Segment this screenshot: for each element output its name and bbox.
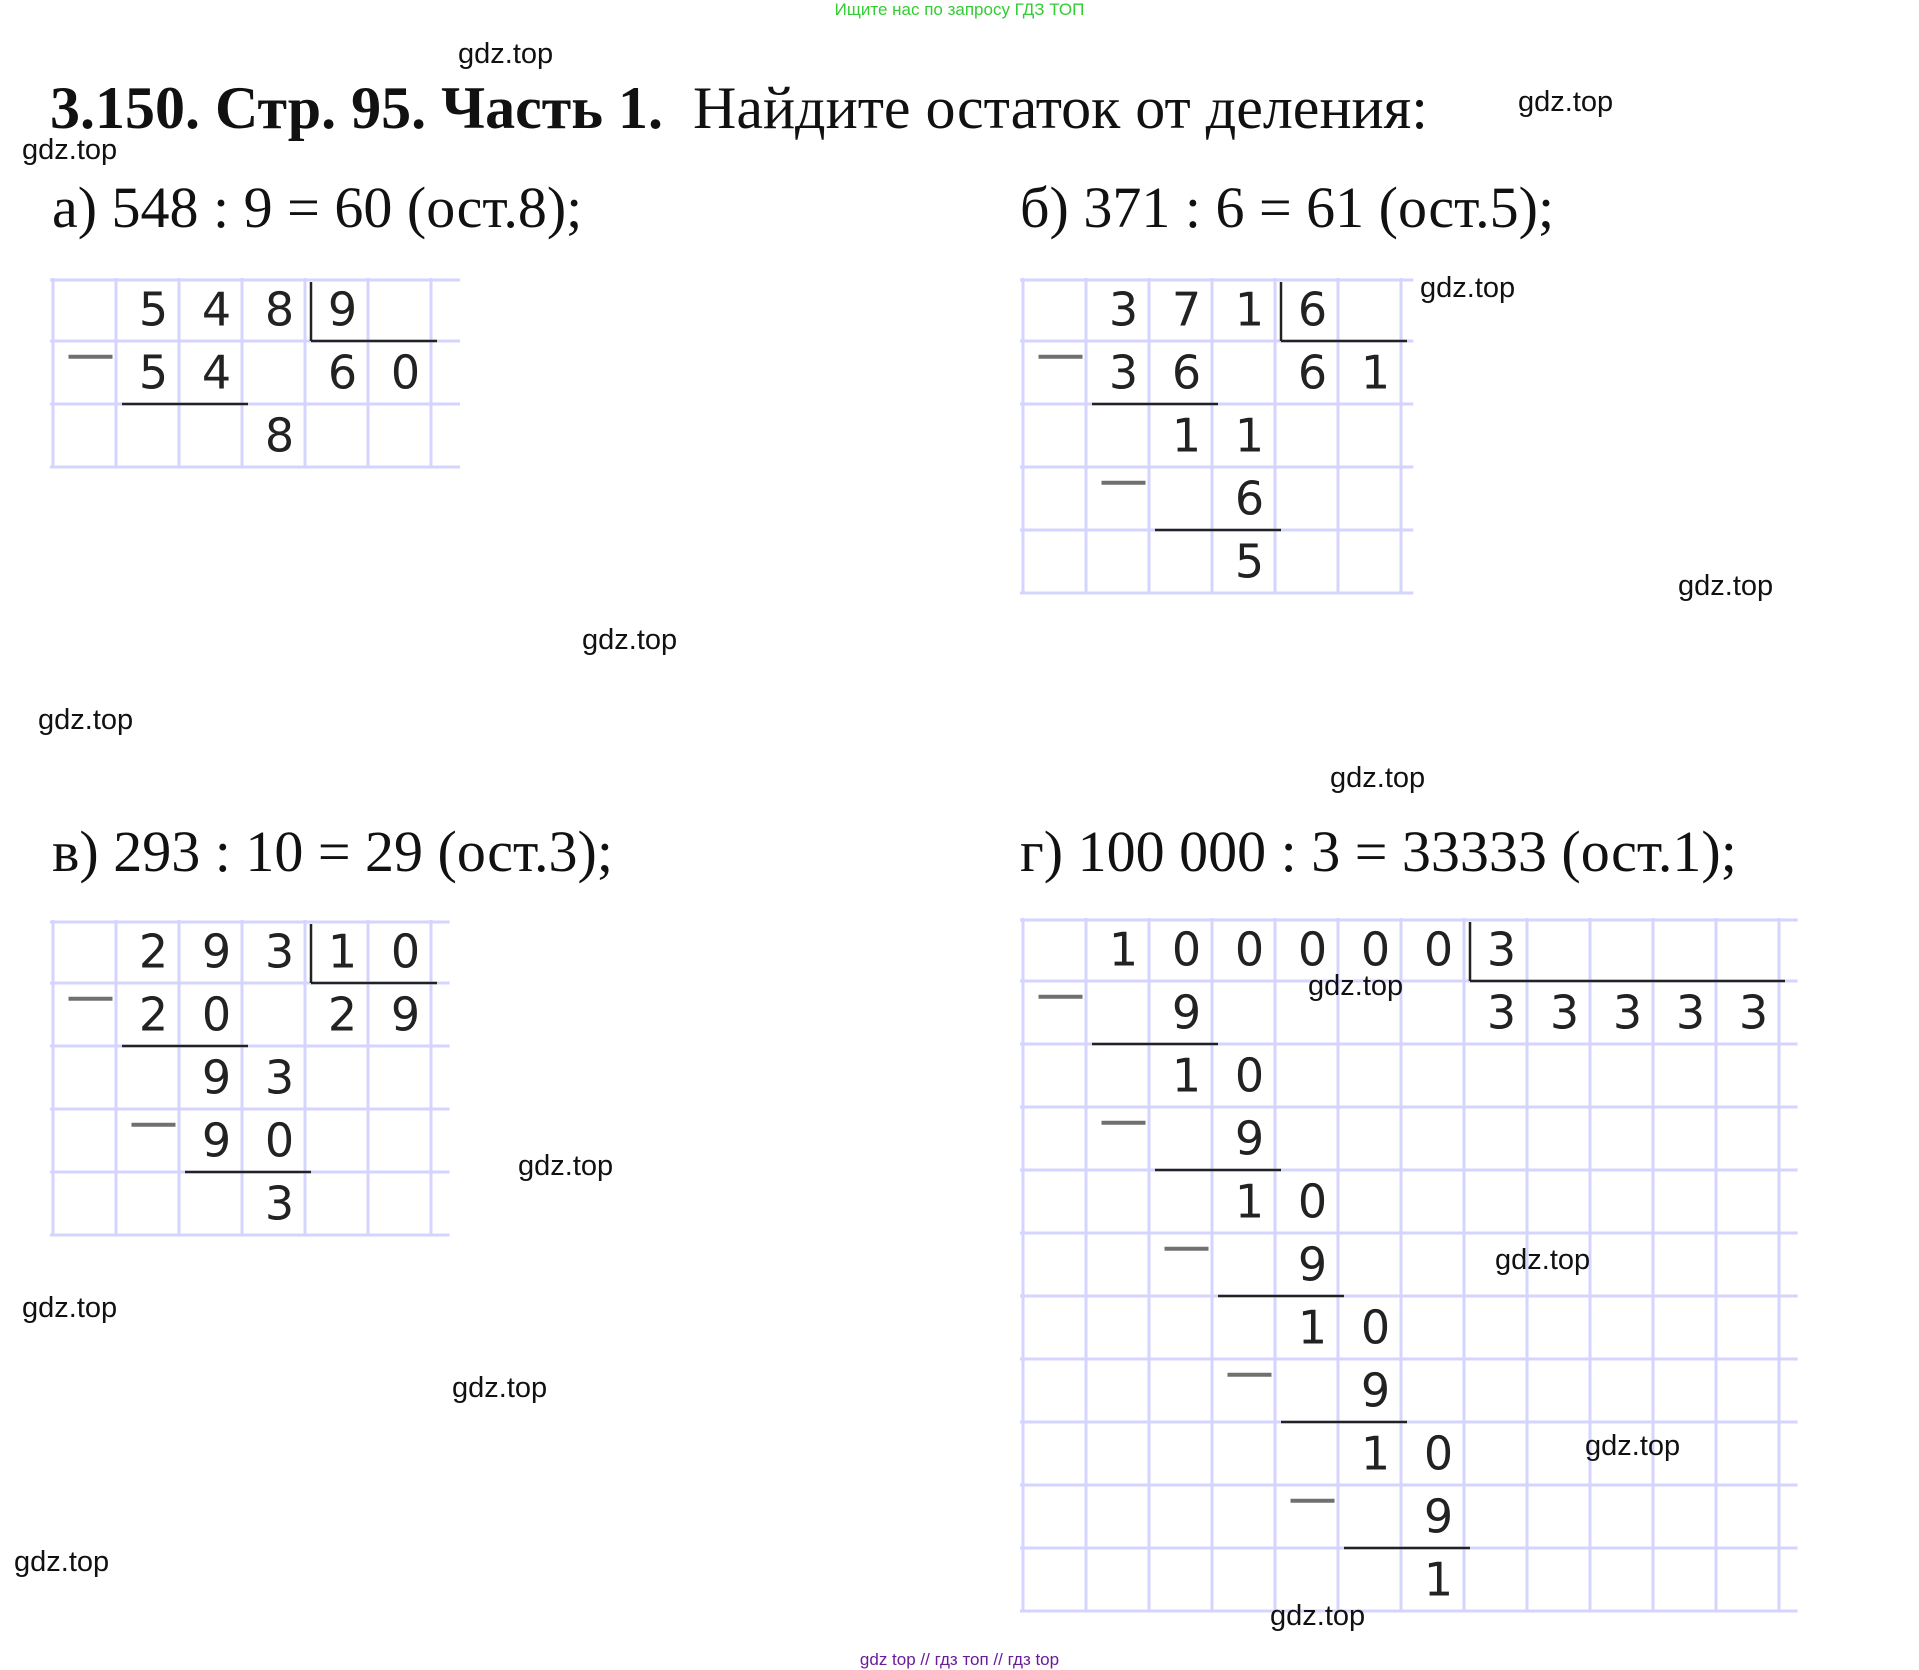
digit: 3 xyxy=(1108,282,1139,337)
digit: 9 xyxy=(1360,1363,1391,1418)
digit: 2 xyxy=(138,987,169,1042)
digit: 9 xyxy=(201,1050,232,1105)
digit: 1 xyxy=(1234,282,1265,337)
digit: 1 xyxy=(1171,1048,1202,1103)
exercise-number: 3.150. Стр. 95. Часть 1. xyxy=(50,75,663,141)
bottom-ad-links[interactable]: gdz top // гдз топ // гдз top xyxy=(859,1650,1060,1669)
digit: 3 xyxy=(1675,985,1706,1040)
watermark[interactable]: gdz.top xyxy=(1518,86,1614,118)
digit: 0 xyxy=(390,345,421,400)
division-grid-a xyxy=(50,278,460,483)
top-ad-banner[interactable]: Ищите нас по запросу ГДЗ ТОП xyxy=(834,0,1085,19)
digit: 3 xyxy=(264,924,295,979)
digit: 1 xyxy=(1360,345,1391,400)
digit: 1 xyxy=(1234,1174,1265,1229)
division-svg-g xyxy=(1020,918,1860,1618)
digit: 6 xyxy=(327,345,358,400)
digit: 1 xyxy=(327,924,358,979)
watermark[interactable]: gdz.top xyxy=(1270,1600,1366,1632)
problem-v: в) 293 : 10 = 29 (ост.3); xyxy=(52,819,613,884)
watermark[interactable]: gdz.top xyxy=(582,624,678,656)
digit: 3 xyxy=(1486,922,1517,977)
digit: 1 xyxy=(1234,408,1265,463)
digit: 0 xyxy=(1360,922,1391,977)
digit: 0 xyxy=(1234,1048,1265,1103)
digit: 3 xyxy=(1108,345,1139,400)
digit: 8 xyxy=(264,408,295,463)
watermark[interactable]: gdz.top xyxy=(14,1546,110,1578)
digit: 1 xyxy=(1297,1300,1328,1355)
digit: 3 xyxy=(1738,985,1769,1040)
division-svg-a xyxy=(50,278,460,483)
watermark[interactable]: gdz.top xyxy=(1585,1430,1681,1462)
problem-b: б) 371 : 6 = 61 (ост.5); xyxy=(1020,175,1555,240)
watermark[interactable]: gdz.top xyxy=(22,1292,118,1324)
watermark[interactable]: gdz.top xyxy=(38,704,134,736)
watermark[interactable]: gdz.top xyxy=(1678,570,1774,602)
division-svg-b xyxy=(1020,278,1430,608)
digit: 6 xyxy=(1297,345,1328,400)
watermark[interactable]: gdz.top xyxy=(22,134,118,166)
digit: 3 xyxy=(264,1050,295,1105)
digit: 5 xyxy=(138,282,169,337)
digit: 3 xyxy=(264,1176,295,1231)
digit: 1 xyxy=(1360,1426,1391,1481)
digit: 9 xyxy=(1171,985,1202,1040)
problem-a: а) 548 : 9 = 60 (ост.8); xyxy=(52,175,583,240)
digit: 0 xyxy=(201,987,232,1042)
division-svg-v xyxy=(50,920,470,1245)
digit: 8 xyxy=(264,282,295,337)
digit: 4 xyxy=(201,345,232,400)
digit: 9 xyxy=(327,282,358,337)
digit: 0 xyxy=(1234,922,1265,977)
digit: 3 xyxy=(1549,985,1580,1040)
division-grid-b xyxy=(1020,278,1430,608)
digit: 3 xyxy=(1612,985,1643,1040)
digit: 5 xyxy=(138,345,169,400)
digit: 9 xyxy=(1234,1111,1265,1166)
digit: 0 xyxy=(264,1113,295,1168)
digit: 7 xyxy=(1171,282,1202,337)
digit: 9 xyxy=(201,1113,232,1168)
watermark[interactable]: gdz.top xyxy=(1420,272,1516,304)
watermark[interactable]: gdz.top xyxy=(1495,1244,1591,1276)
watermark[interactable]: gdz.top xyxy=(1308,970,1404,1002)
problem-g: г) 100 000 : 3 = 33333 (ост.1); xyxy=(1020,819,1737,884)
digit: 0 xyxy=(1360,1300,1391,1355)
digit: 6 xyxy=(1171,345,1202,400)
division-grid-v xyxy=(50,920,470,1245)
digit: 2 xyxy=(327,987,358,1042)
digit: 6 xyxy=(1234,471,1265,526)
watermark[interactable]: gdz.top xyxy=(458,38,554,70)
digit: 9 xyxy=(1297,1237,1328,1292)
page-title xyxy=(50,74,1428,143)
digit: 1 xyxy=(1108,922,1139,977)
digit: 5 xyxy=(1234,534,1265,589)
watermark[interactable]: gdz.top xyxy=(452,1372,548,1404)
exercise-task: Найдите остаток от деления: xyxy=(692,75,1428,141)
digit: 0 xyxy=(1423,1426,1454,1481)
digit: 0 xyxy=(1423,922,1454,977)
digit: 3 xyxy=(1486,985,1517,1040)
digit: 9 xyxy=(1423,1489,1454,1544)
digit: 9 xyxy=(390,987,421,1042)
digit: 0 xyxy=(1171,922,1202,977)
digit: 0 xyxy=(1297,922,1328,977)
watermark[interactable]: gdz.top xyxy=(1330,762,1426,794)
watermark[interactable]: gdz.top xyxy=(518,1150,614,1182)
digit: 9 xyxy=(201,924,232,979)
digit: 1 xyxy=(1171,408,1202,463)
digit: 4 xyxy=(201,282,232,337)
digit: 2 xyxy=(138,924,169,979)
digit: 6 xyxy=(1297,282,1328,337)
division-grid-g xyxy=(1020,918,1860,1618)
digit: 0 xyxy=(1297,1174,1328,1229)
digit: 0 xyxy=(390,924,421,979)
digit: 1 xyxy=(1423,1552,1454,1607)
